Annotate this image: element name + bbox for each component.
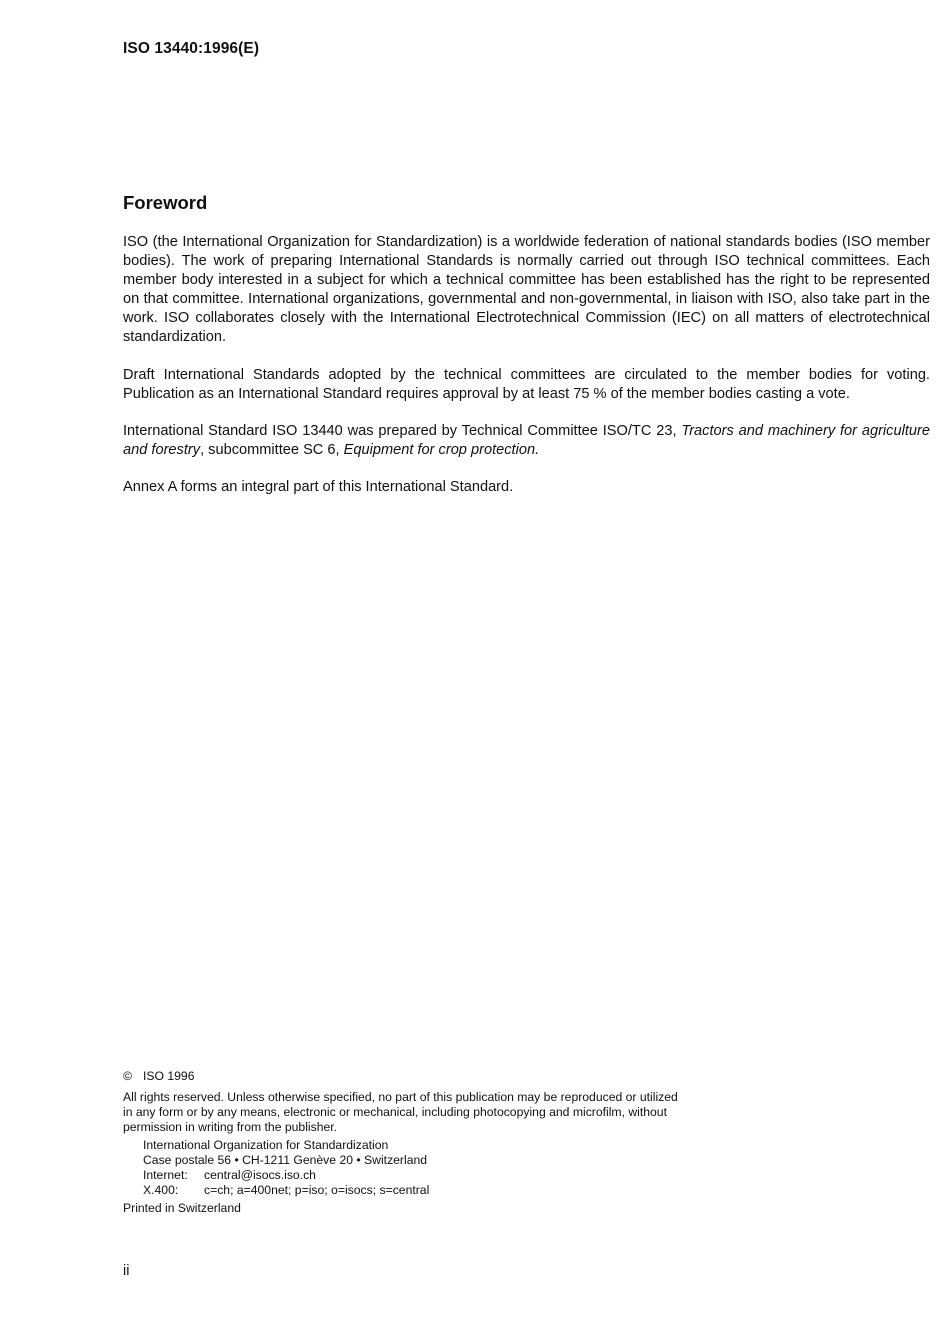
copyright-text: ISO 1996 xyxy=(143,1069,195,1083)
internet-row xyxy=(143,1168,683,1183)
committee-name: Tractors and machinery for agriculture and forestry xyxy=(123,422,930,458)
committee-text-2: , subcommittee SC 6, xyxy=(200,441,344,458)
x400-row xyxy=(143,1183,683,1198)
paragraph-committee xyxy=(123,422,930,460)
paragraph-draft-standards: Draft International Standards adopted by the technical committees are circulated to the member bodies for voting. Publication as an International Standard requires approval by at least 75 % of the member bodies casting a vote. xyxy=(123,366,930,402)
page-number: ii xyxy=(123,1263,130,1279)
printed-in: Printed in Switzerland xyxy=(123,1201,241,1215)
paragraph-iso-description: ISO (the International Organization for Standardization) is a worldwide federation of national standards bodies (ISO member bodies). The work of preparing International Standards is normally carried out through ISO technical committees. Each member body interested in a subject for which a technical committee has been established has the right to be represented on that committee. International organizations, governmental and non-governmental, in liaison with ISO, also take part in the work. ISO collaborates closely with the International Electrotechnical Commission (IEC) on all matters of electrotechnical standardization. xyxy=(123,234,930,346)
copyright-block xyxy=(123,1069,683,1216)
document-id-header: ISO 13440:1996(E) xyxy=(123,40,260,57)
copyright-line xyxy=(123,1069,683,1084)
page-title: Foreword xyxy=(123,192,208,213)
foreword-body xyxy=(123,233,930,515)
internet-address: central@isocs.iso.ch xyxy=(204,1168,316,1182)
committee-text-1: International Standard ISO 13440 was prepared by Technical Committee ISO/TC 23, xyxy=(123,422,682,439)
x400-address: c=ch; a=400net; p=iso; o=isocs; s=central xyxy=(204,1183,430,1197)
organization-name: International Organization for Standardization xyxy=(143,1138,389,1152)
internet-label: Internet: xyxy=(143,1168,188,1182)
subcommittee-name: Equipment for crop protection. xyxy=(343,441,540,458)
rights-statement: All rights reserved. Unless otherwise specified, no part of this publication may be reproduced or utilized in any form or by any means, electronic or mechanical, including photocopying and microfilm, without permission in writing from the publisher. xyxy=(123,1090,678,1134)
publisher-address xyxy=(123,1138,683,1198)
paragraph-annex: Annex A forms an integral part of this International Standard. xyxy=(123,478,514,495)
x400-label: X.400: xyxy=(143,1183,179,1197)
copyright-icon: © xyxy=(123,1069,132,1083)
postal-address: Case postale 56 • CH-1211 Genève 20 • Switzerland xyxy=(143,1153,428,1167)
